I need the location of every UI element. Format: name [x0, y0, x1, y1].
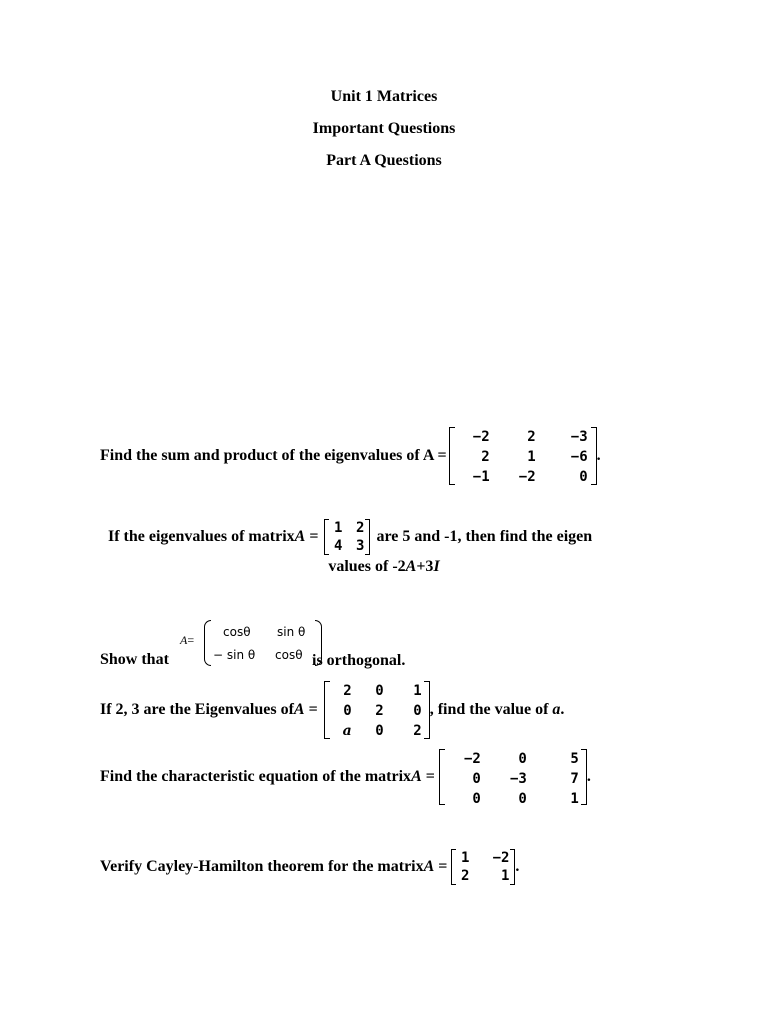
- subtitle-important-questions: Important Questions: [312, 120, 456, 137]
- question-5-var: A: [411, 768, 422, 785]
- question-5-end: .: [586, 768, 591, 785]
- matrix-cell: −2: [472, 429, 490, 445]
- unit-title: Unit 1 Matrices: [330, 88, 438, 105]
- question-4-text-pre: If 2, 3 are the Eigenvalues of: [100, 701, 294, 718]
- question-4-var: A: [293, 701, 305, 718]
- question-2-var: A: [294, 528, 306, 545]
- question-2-text-pre: If the eigenvalues of matrix: [108, 528, 295, 545]
- matrix-cell: −2: [518, 469, 536, 485]
- matrix-cell: 1: [500, 867, 510, 884]
- question-1-matrix: [449, 427, 597, 485]
- question-5-matrix: [439, 749, 587, 805]
- matrix-cell: 0: [343, 703, 352, 719]
- matrix-cell: sin θ: [277, 624, 306, 639]
- matrix-cell: 0: [518, 751, 527, 767]
- matrix-cell: −3: [570, 429, 588, 445]
- matrix-cell: 0: [579, 469, 588, 485]
- matrix-cell: 1: [570, 791, 579, 807]
- matrix-cell: 4: [334, 537, 343, 554]
- question-6-text-pre: Verify Cayley-Hamilton theorem for the matrix: [100, 858, 424, 875]
- matrix-cell: 1: [460, 849, 470, 866]
- matrix-cell: 2: [356, 519, 365, 536]
- matrix-cell: a: [342, 723, 352, 739]
- matrix-cell: 0: [375, 723, 384, 739]
- question-2: [108, 518, 592, 556]
- matrix-cell: −3: [510, 771, 527, 787]
- question-2-line2-pre: values of -2: [328, 558, 406, 575]
- question-5: [100, 747, 591, 807]
- question-2-matrix: [324, 519, 370, 555]
- question-6-var: A: [423, 858, 435, 875]
- question-3-text-pre: Show that: [100, 651, 169, 668]
- question-4-matrix: [324, 681, 430, 739]
- matrix-cell: 1: [527, 449, 536, 465]
- question-4-var2: a: [552, 701, 561, 718]
- matrix-cell: 0: [518, 791, 527, 807]
- question-5-text-pre: Find the characteristic equation of the matrix: [100, 768, 412, 785]
- matrix-cell: 0: [413, 703, 422, 719]
- question-1-text: Find the sum and product of the eigenvalues of A =: [100, 447, 447, 464]
- matrix-cell: 7: [570, 771, 579, 787]
- question-6-end: .: [515, 858, 520, 875]
- matrix-cell: 2: [527, 429, 536, 445]
- matrix-cell: 2: [343, 683, 352, 699]
- matrix-cell: 2: [460, 867, 470, 884]
- matrix-cell: 1: [413, 683, 422, 699]
- matrix-cell: −1: [472, 469, 490, 485]
- matrix-cell: −2: [492, 849, 510, 866]
- question-2-eq: =: [305, 528, 323, 545]
- matrix-cell: 1: [334, 519, 343, 536]
- question-3-matrix: [204, 620, 322, 666]
- question-3-var-letter: A: [180, 633, 188, 647]
- question-3-eq: =: [187, 633, 195, 647]
- question-4-end: .: [560, 701, 565, 718]
- matrix-cell: −6: [570, 449, 588, 465]
- question-1-end: .: [596, 447, 601, 464]
- question-2-line2-var2: I: [433, 558, 440, 575]
- matrix-cell: 5: [570, 751, 579, 767]
- question-6-matrix: [451, 849, 515, 885]
- subtitle-part-a: Part A Questions: [326, 152, 442, 169]
- matrix-cell: cosθ: [223, 624, 251, 639]
- question-4: [100, 680, 564, 740]
- question-5-eq: =: [421, 768, 435, 785]
- matrix-cell: 3: [356, 537, 365, 554]
- matrix-cell: 2: [413, 723, 422, 739]
- matrix-cell: −2: [464, 751, 481, 767]
- matrix-cell: − sin θ: [213, 647, 256, 662]
- matrix-cell: cosθ: [275, 647, 303, 662]
- question-2-line2-var: A: [405, 558, 417, 575]
- question-2-text-post: are 5 and -1, then find the eigen: [376, 528, 593, 545]
- question-4-eq: =: [304, 701, 318, 718]
- matrix-cell: 2: [481, 449, 490, 465]
- question-6: [100, 848, 519, 886]
- question-4-text-post: , find the value of: [429, 701, 553, 718]
- matrix-cell: 0: [472, 771, 481, 787]
- question-2-line2-mid: +3: [416, 558, 434, 575]
- matrix-cell: 0: [472, 791, 481, 807]
- question-3-text-post: is orthogonal.: [312, 652, 406, 669]
- question-3-var: [180, 633, 194, 648]
- question-6-eq: =: [434, 858, 448, 875]
- question-1: [100, 426, 601, 486]
- question-2-line-2: [0, 558, 768, 576]
- matrix-cell: 2: [375, 703, 384, 719]
- matrix-cell: 0: [375, 683, 384, 699]
